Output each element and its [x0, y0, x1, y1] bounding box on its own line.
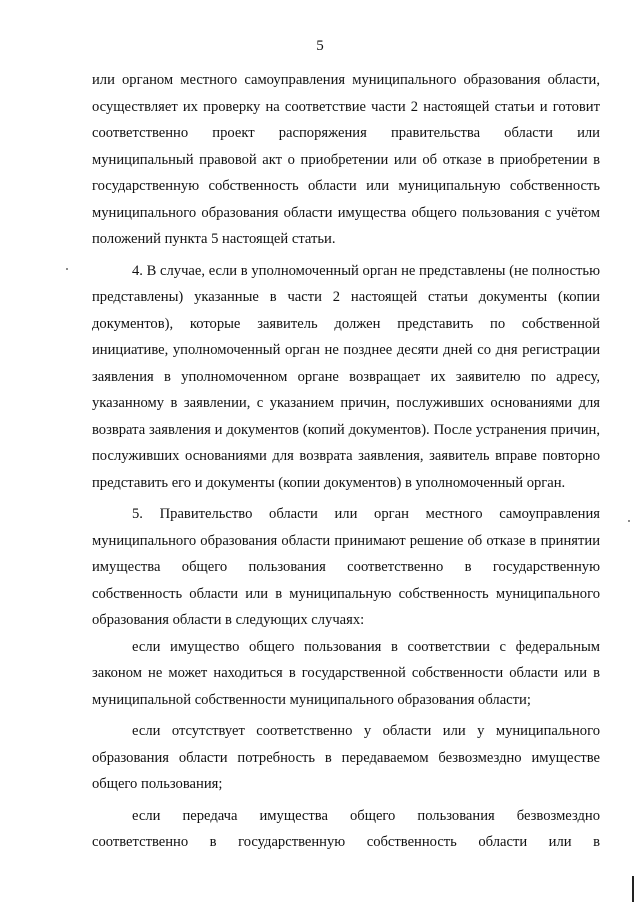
paragraph-case-3: если передача имущества общего пользования безвозмездно соответственно в государственную собственность области или в: [92, 807, 600, 850]
scan-edge-mark: [632, 876, 634, 902]
scan-speck: [628, 520, 630, 522]
paragraph-continuation: или органом местного самоуправления муниципального образования области, осуществляет их проверку на соответствие части 2 настоящей статьи и готовит соответственно проект распоряжения правительства области или муниципальный правовой акт о приобретении или об отказе в приобретении в государственную собственность области или муниципальную собственность муниципального образования области имущества общего пользования с учётом положений пункта 5 настоящей статьи.: [92, 72, 600, 247]
paragraph-item-4: 4. В случае, если в уполномоченный орган не представлены (не полностью представлены) указанные в части 2 настоящей статьи документы (копии документов), которые заявитель должен представить по собственной инициативе, уполномоченный орган не позднее десяти дней со дня регистрации заявления в уполномоченном органе возвращает их заявителю по адресу, указанному в заявлении, с указанием причин, послуживших основаниями для возврата заявления и документов (копий документов). После устранения причин, послуживших основаниями для возврата заявления, заявитель вправе повторно представить его и документы (копии документов) в уполномоченный орган.: [92, 262, 600, 491]
paragraph-item-5: 5. Правительство области или орган местного самоуправления муниципального образования области принимают решение об отказе в принятии имущества общего пользования соответственно в государственную собственность области или в муниципальную собственность муниципального образования области в следующих случаях:: [92, 506, 600, 628]
paragraph-case-1: если имущество общего пользования в соответствии с федеральным законом не может находиться в государственной собственности области или в муниципальной собственности муниципального образования области;: [92, 638, 600, 708]
paragraph-case-2: если отсутствует соответственно у области или у муниципального образования области потребность в передаваемом безвозмездно имуществе общего пользования;: [92, 723, 600, 792]
document-body: [92, 67, 600, 856]
scan-speck: [66, 268, 68, 270]
page-number: 5: [316, 38, 324, 54]
